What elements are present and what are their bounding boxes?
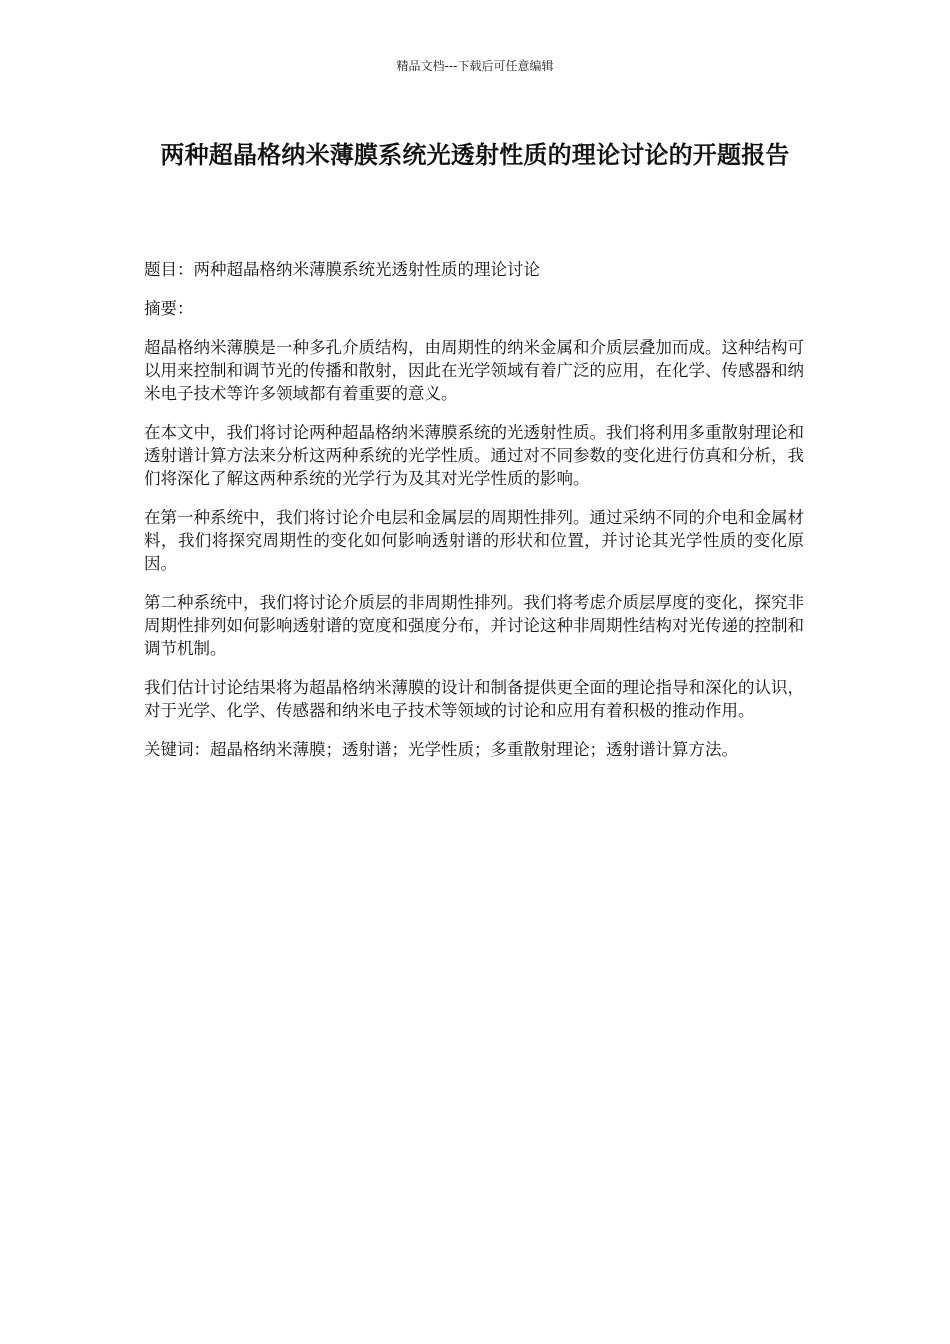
topic-line: 题目：两种超晶格纳米薄膜系统光透射性质的理论讨论 <box>144 260 540 279</box>
page-header-note: 精品文档---下载后可任意编辑 <box>396 59 554 73</box>
document-title: 两种超晶格纳米薄膜系统光透射性质的理论讨论的开题报告 <box>160 141 790 169</box>
keywords-line: 关键词：超晶格纳米薄膜；透射谱；光学性质；多重散射理论；透射谱计算方法。 <box>144 740 738 759</box>
abstract-paragraph-2: 在本文中，我们将讨论两种超晶格纳米薄膜系统的光透射性质。我们将利用多重散射理论和透射谱计算方法来分析这两种系统的光学性质。通过对不同参数的变化进行仿真和分析，我们将深化了解这两种系统的光学行为及其对光学性质的影响。 <box>144 423 804 488</box>
abstract-label: 摘要： <box>144 299 194 318</box>
abstract-paragraph-3: 在第一种系统中，我们将讨论介电层和金属层的周期性排列。通过采纳不同的介电和金属材料，我们将探究周期性的变化如何影响透射谱的形状和位置，并讨论其光学性质的变化原因。 <box>144 508 804 573</box>
abstract-paragraph-1: 超晶格纳米薄膜是一种多孔介质结构，由周期性的纳米金属和介质层叠加而成。这种结构可以用来控制和调节光的传播和散射，因此在光学领域有着广泛的应用，在化学、传感器和纳米电子技术等许多领域都有着重要的意义。 <box>144 338 804 403</box>
document-body <box>144 258 804 777</box>
abstract-paragraph-5: 我们估计讨论结果将为超晶格纳米薄膜的设计和制备提供更全面的理论指导和深化的认识，对于光学、化学、传感器和纳米电子技术等领域的讨论和应用有着积极的推动作用。 <box>144 678 804 720</box>
abstract-paragraph-4: 第二种系统中，我们将讨论介质层的非周期性排列。我们将考虑介质层厚度的变化，探究非周期性排列如何影响透射谱的宽度和强度分布，并讨论这种非周期性结构对光传递的控制和调节机制。 <box>144 593 804 658</box>
